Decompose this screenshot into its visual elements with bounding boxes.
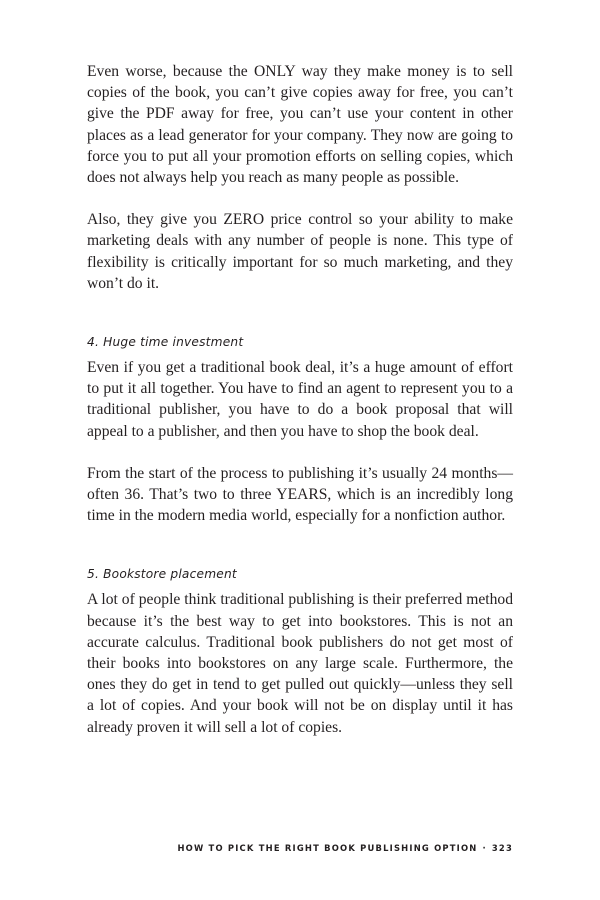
paragraph-time-months: From the start of the process to publishing it’s usually 24 months—often 36. That’s two to three YEARS, which is an incredibly long time in the modern media world, especially for a nonfiction author. [87, 464, 513, 525]
page-body [87, 61, 513, 738]
paragraph-time-effort: Even if you get a traditional book deal, it’s a huge amount of effort to put it all together. You have to find an agent to represent you to a traditional publisher, you have to do a book proposal that will appeal to a publisher, and then you have to shop the book deal. [87, 359, 513, 440]
running-footer [177, 843, 513, 853]
section-heading-bookstore-placement: 5. Bookstore placement [87, 567, 237, 582]
running-title: HOW TO PICK THE RIGHT BOOK PUBLISHING OPTION [177, 843, 478, 853]
paragraph-price-limitations: Even worse, because the ONLY way they make money is to sell copies of the book, you can’t give copies away for free, you can’t give the PDF away for free, you can’t use your content in other places as a lead generator for your company. They now are going to force you to put all your promotion efforts on selling copies, which does not always help you reach as many people as possible. [87, 63, 513, 187]
paragraph-bookstore: A lot of people think traditional publishing is their preferred method because it’s the best way to get into bookstores. This is not an accurate calculus. Traditional book publishers do not get most of their books into bookstores on any large scale. Furthermore, the ones they do get in tend to get pulled out quickly—unless they sell a lot of copies. And your book will not be on display until it has already proven it will sell a lot of copies. [87, 591, 513, 736]
section-heading-time-investment: 4. Huge time investment [87, 335, 244, 350]
footer-separator: · [482, 843, 487, 853]
page-number: 323 [491, 843, 513, 853]
paragraph-price-control: Also, they give you ZERO price control so your ability to make marketing deals with any number of people is none. This type of flexibility is critically important for so much marketing, and they won’t do it. [87, 211, 513, 292]
